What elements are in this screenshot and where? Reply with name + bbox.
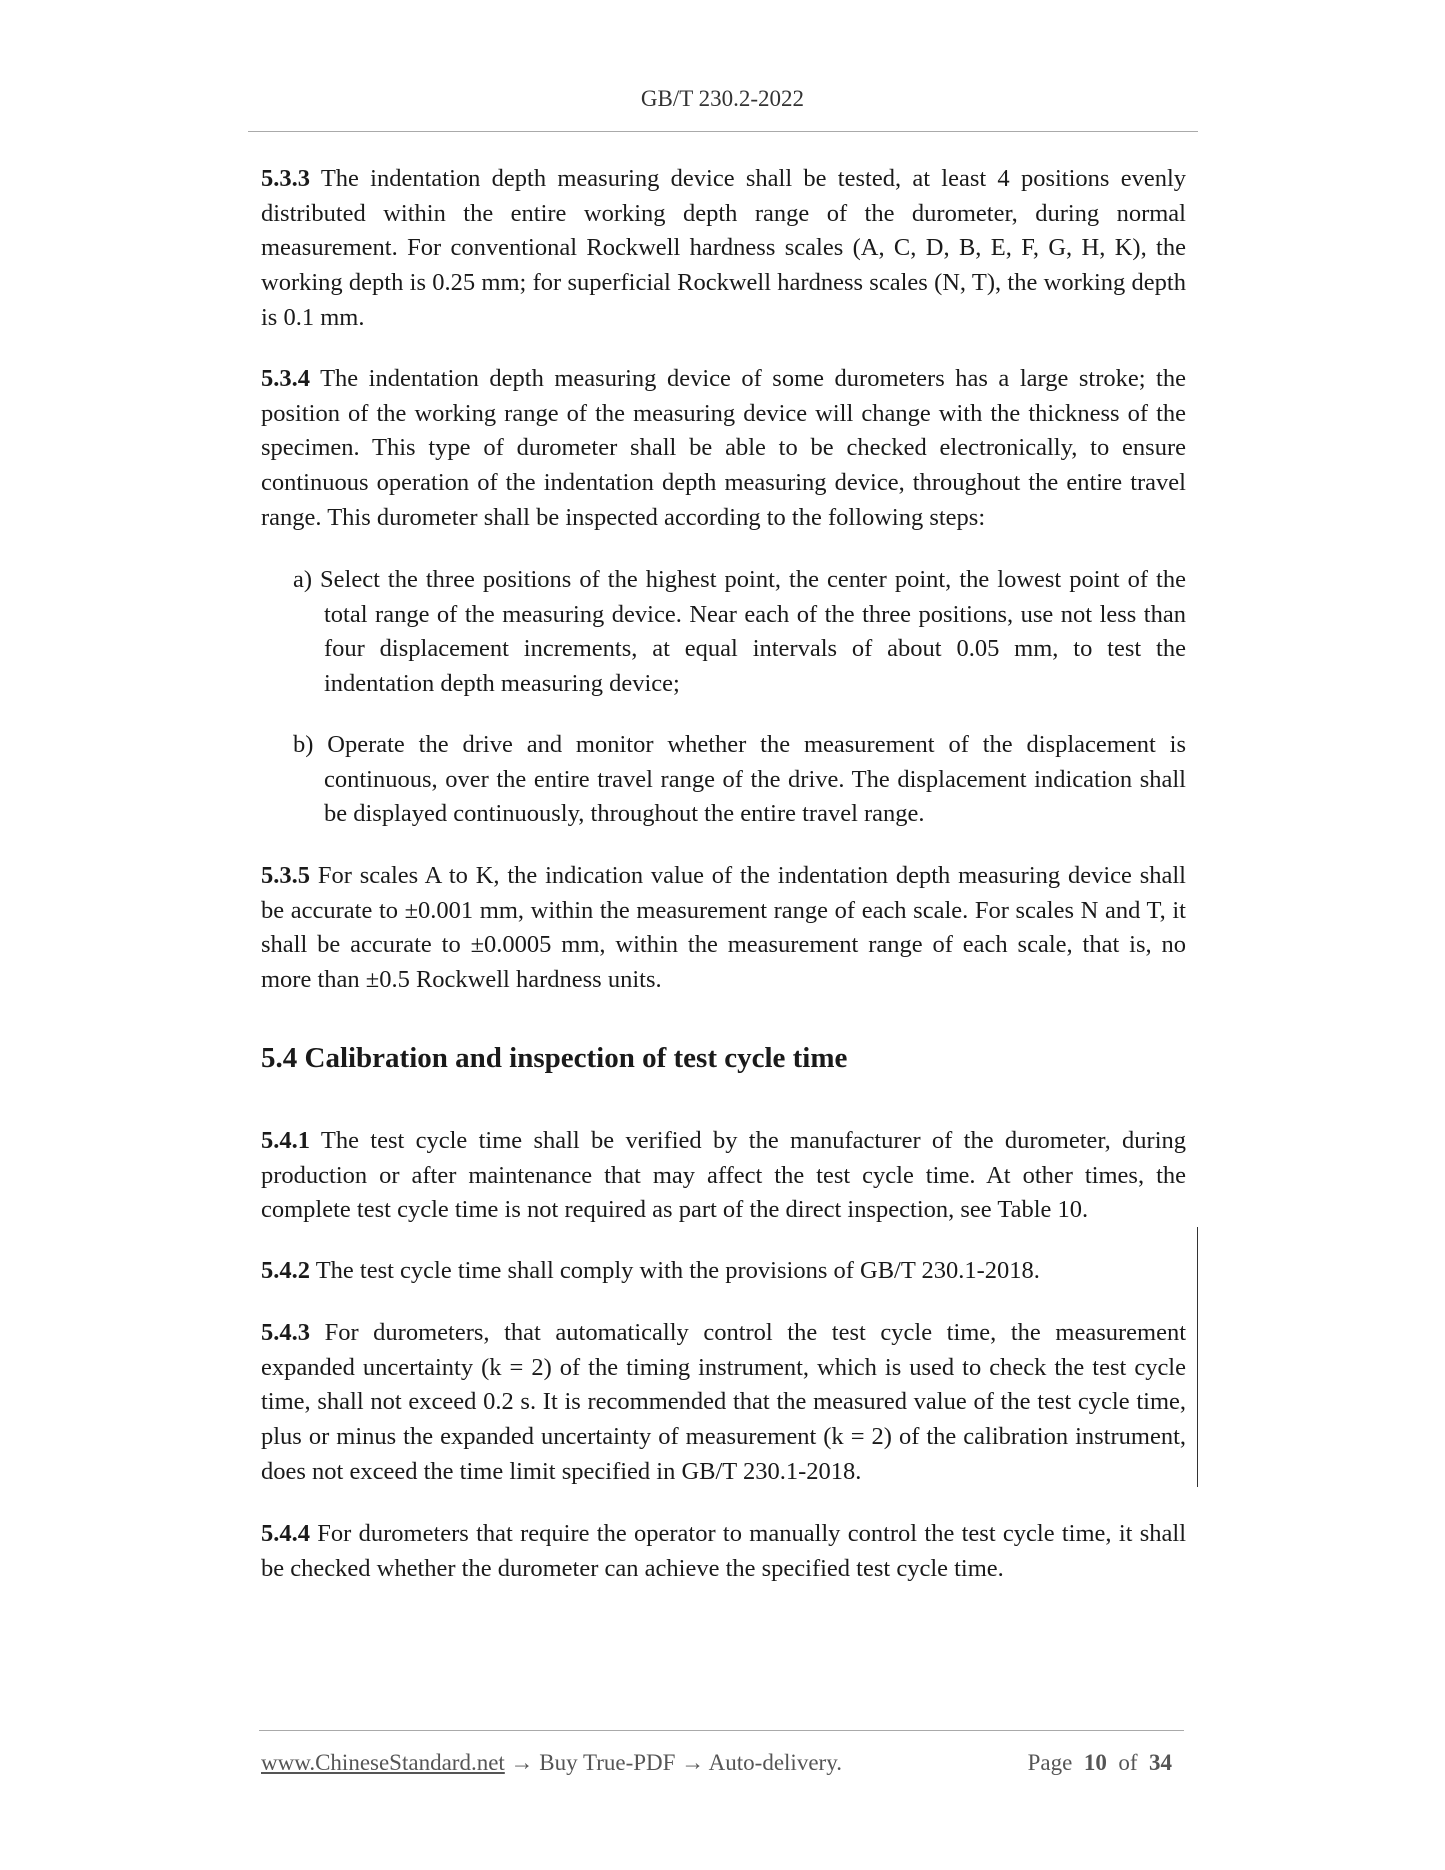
clause-number: 5.4.1	[261, 1127, 310, 1154]
clause-5-3-5	[261, 859, 1186, 998]
clause-5-3-3	[261, 162, 1186, 336]
clause-text: For scales A to K, the indication value of the indentation depth measuring device shall be accurate to ±0.001 mm, within the measurement range of each scale. For scales N and T, it shall be accurate to ±0.0005 mm, within the measurement range of each scale, that is, no more than ±0.5 Rockwell hardness units.	[261, 862, 1186, 994]
current-page: 10	[1083, 1750, 1107, 1775]
buy-text: Buy True-PDF	[539, 1750, 676, 1775]
page-footer	[261, 1750, 1186, 1776]
list-item-a: a) Select the three positions of the highest point, the center point, the lowest point of the total range of the measuring device. Near each of the three positions, use not less than four displacement increments, at equal intervals of about 0.05 mm, to test the indentation depth measuring device;	[293, 566, 1186, 698]
footer-promo	[261, 1750, 842, 1776]
arrow-icon: →	[510, 1750, 534, 1775]
clause-text: The indentation depth measuring device shall be tested, at least 4 positions evenly distributed within the entire working depth range of the durometer, during normal measurement. For conventional Rockwell hardness scales (A, C, D, B, E, F, G, H, K), the working depth is 0.25 mm; for superficial Rockwell hardness scales (N, T), the working depth is 0.1 mm.	[261, 165, 1186, 331]
clause-number: 5.4.3	[261, 1319, 310, 1346]
heading-text: Calibration and inspection of test cycle time	[304, 1042, 848, 1074]
clause-number: 5.3.3	[261, 165, 310, 192]
website-link[interactable]: www.ChineseStandard.net	[261, 1750, 505, 1775]
clause-text: The test cycle time shall be verified by the manufacturer of the durometer, during production or after maintenance that may affect the test cycle time. At other times, the complete test cycle time is not required as part of the direct inspection, see Table 10.	[261, 1127, 1186, 1224]
delivery-text: Auto-delivery.	[708, 1750, 842, 1775]
clause-text: The indentation depth measuring device of some durometers has a large stroke; the position of the working range of the measuring device will change with the thickness of the specimen. This type of durometer shall be able to be checked electronically, to ensure continuous operation of the indentation depth measuring device, throughout the entire travel range. This durometer shall be inspected according to the following steps:	[261, 365, 1186, 531]
clause-number: 5.4.4	[261, 1520, 310, 1547]
page-label: Page	[1027, 1750, 1073, 1775]
clause-5-3-4	[261, 362, 1186, 536]
clause-text: For durometers, that automatically control the test cycle time, the measurement expanded uncertainty (k = 2) of the timing instrument, which is used to check the test cycle time, shall not exceed 0.2 s. It is recommended that the measured value of the test cycle time, plus or minus the expanded uncertainty of measurement (k = 2) of the calibration instrument, does not exceed the time limit specified in GB/T 230.1-2018.	[261, 1319, 1186, 1485]
arrow-icon: →	[681, 1750, 705, 1775]
clause-text: For durometers that require the operator to manually control the test cycle time, it shall be checked whether the durometer can achieve the specified test cycle time.	[261, 1520, 1187, 1582]
clause-5-4-2	[261, 1254, 1186, 1289]
total-pages: 34	[1149, 1750, 1172, 1775]
clause-5-4-3	[261, 1316, 1186, 1490]
section-heading-5-4	[261, 1042, 847, 1075]
clause-number: 5.3.5	[261, 862, 310, 889]
header-divider	[248, 131, 1198, 132]
list-item-b: b) Operate the drive and monitor whether the measurement of the displacement is continuous, over the entire travel range of the drive. The displacement indication shall be displayed continuously, throughout the entire travel range.	[293, 731, 1186, 828]
of-label: of	[1118, 1750, 1138, 1775]
clause-text: The test cycle time shall comply with the provisions of GB/T 230.1-2018.	[315, 1257, 1040, 1284]
change-bar	[1197, 1227, 1198, 1487]
clause-number: 5.3.4	[261, 365, 310, 392]
page-number	[1028, 1750, 1172, 1776]
footer-divider	[259, 1730, 1184, 1731]
heading-number: 5.4	[261, 1042, 298, 1074]
clause-5-4-4	[261, 1517, 1186, 1586]
page-header: GB/T 230.2-2022	[640, 86, 805, 111]
clause-number: 5.4.2	[261, 1257, 310, 1284]
clause-5-4-1	[261, 1124, 1186, 1228]
